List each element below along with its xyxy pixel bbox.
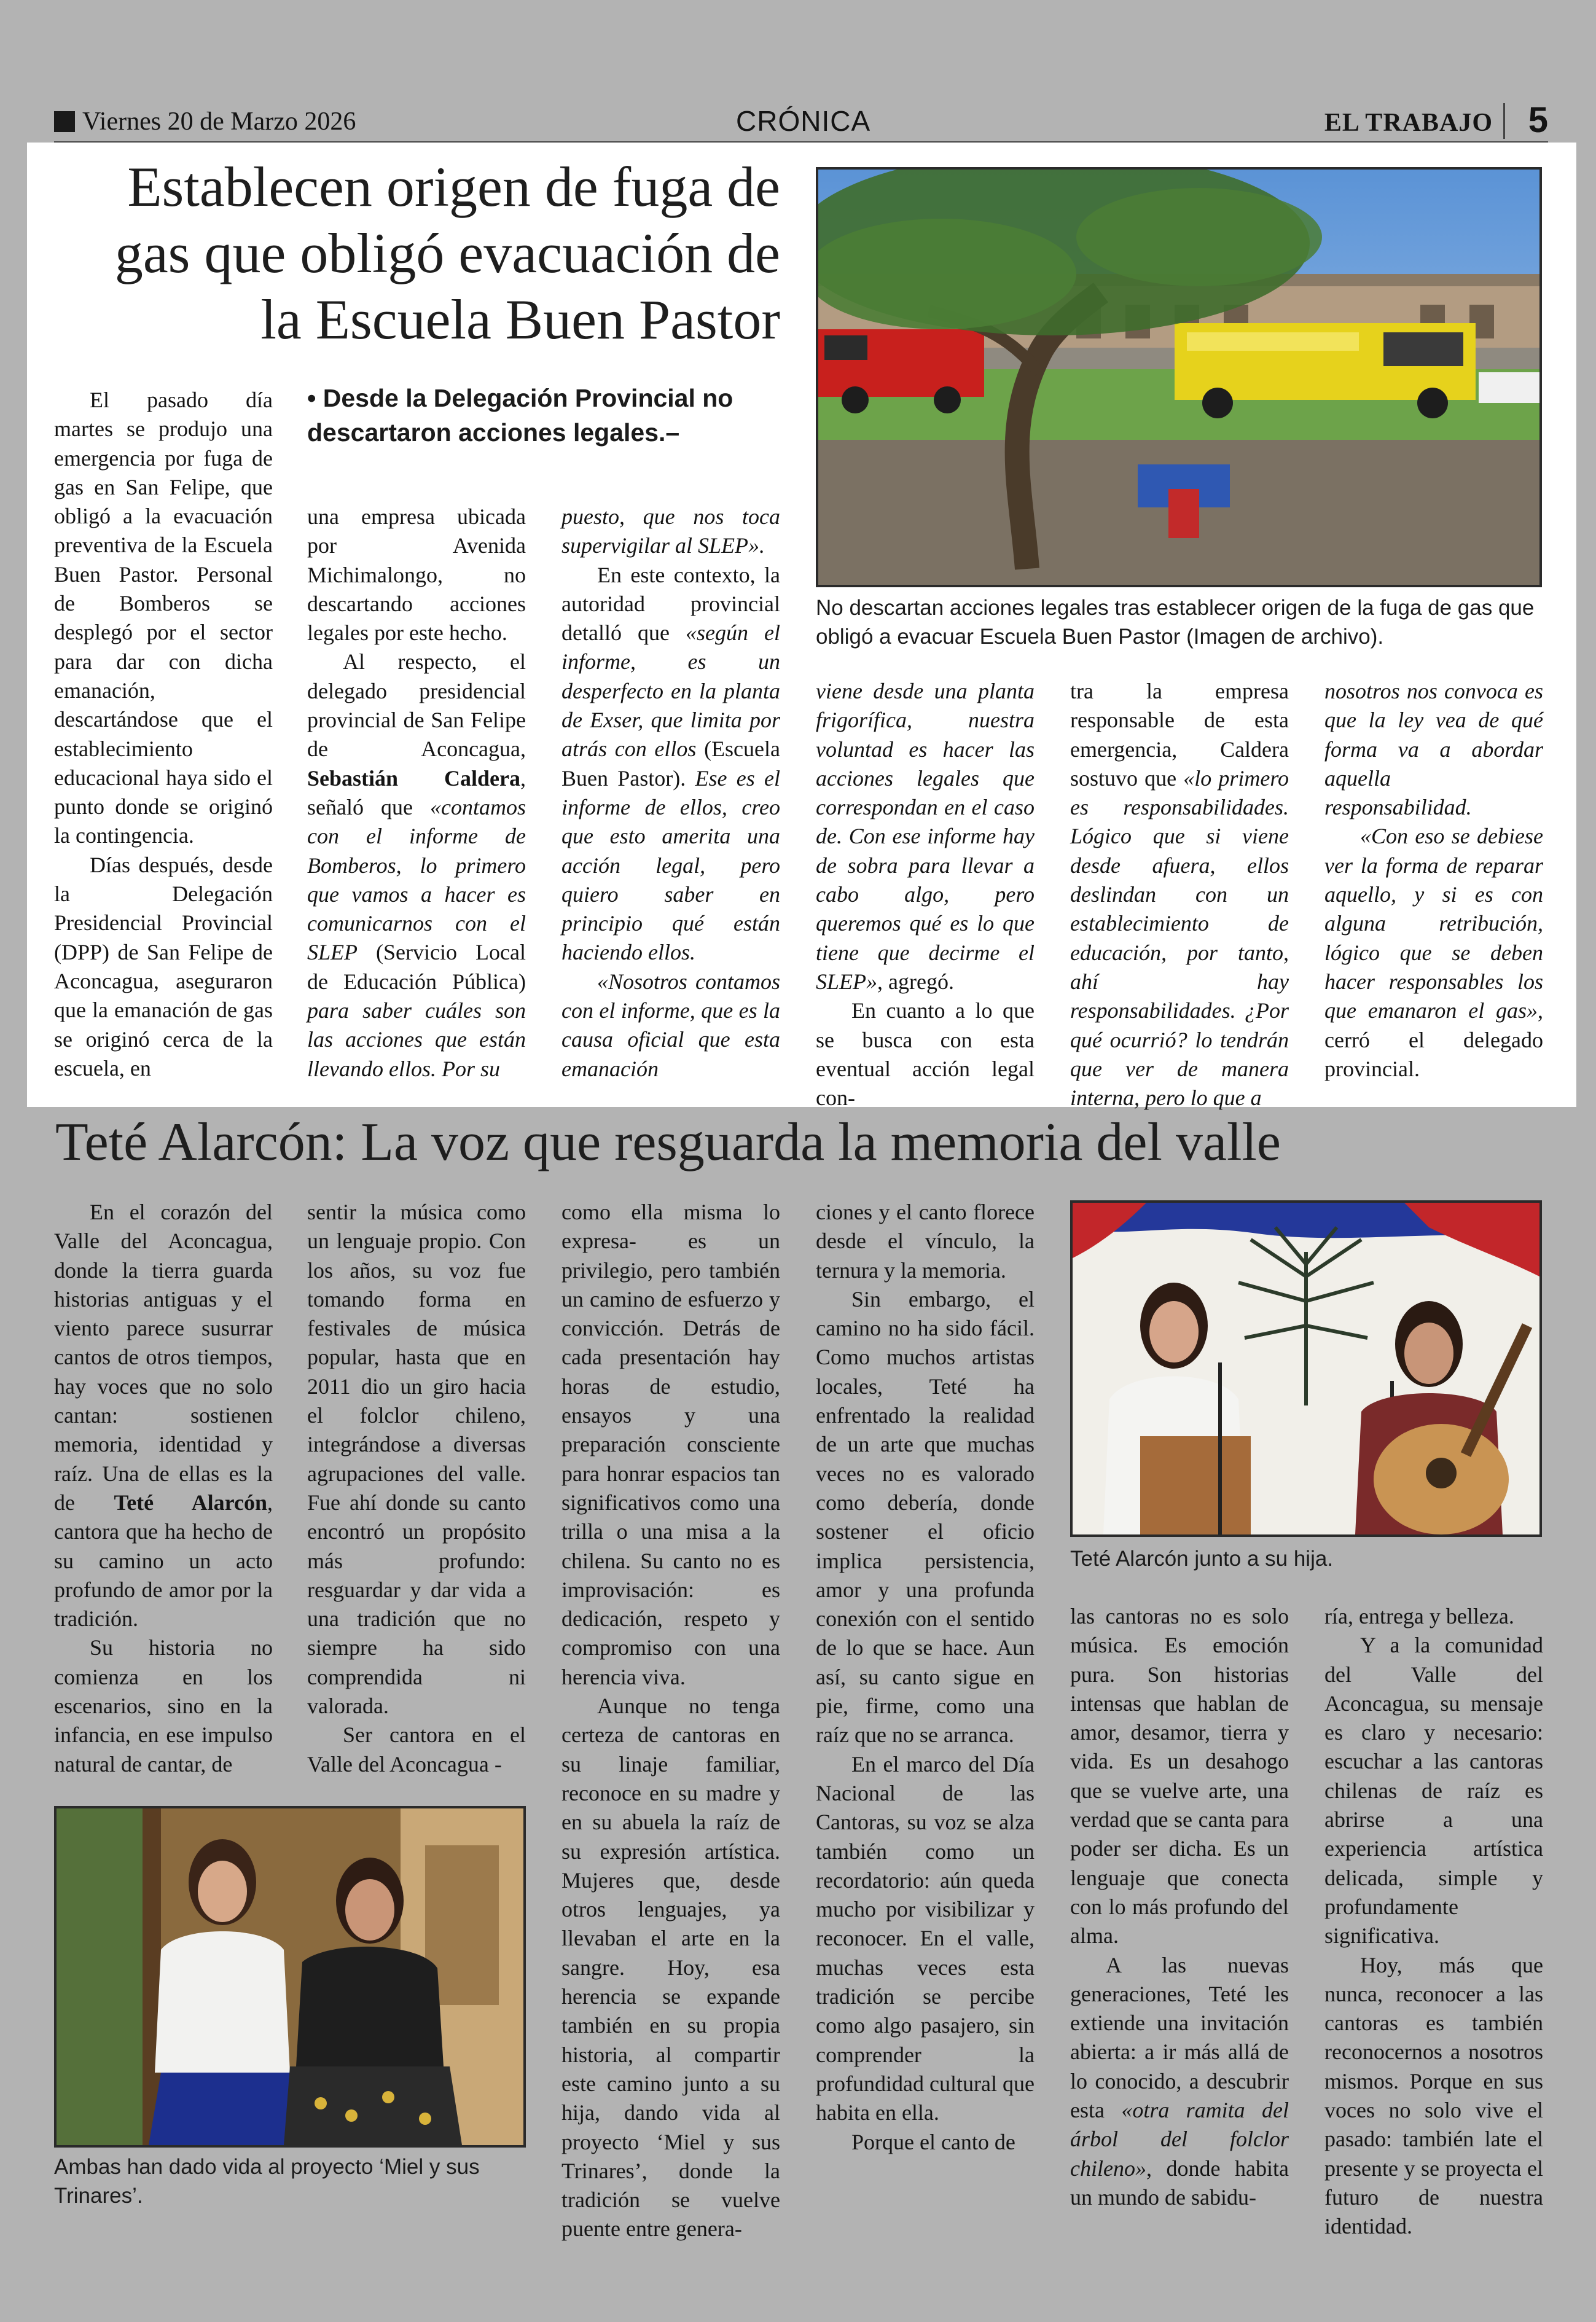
article2-column-6: ría, entrega y belleza. Y a la comunidad del Valle del Aconcagua, su mensaje es claro y necesario: escuchar a las cantoras chilenas de raíz es abrirse a una experiencia artística delicada, simple y profundamente significativa. Hoy, más que nunca, reconocer a las cantoras es también reconocernos a nosotros mismos. Porque en sus voces no solo vive el pasado: también late el presente y se proyecta el futuro de nuestra identidad. xyxy=(1324,1604,1543,2239)
page-header xyxy=(54,100,1548,143)
article1-kicker: • Desde la Delegación Provincial no descartaron acciones legales.– xyxy=(307,384,733,447)
square-bullet-icon xyxy=(54,111,75,132)
article2-photo-1 xyxy=(1070,1200,1542,1537)
singers-stage-photo-icon xyxy=(1073,1203,1539,1534)
article2-column-3: como ella misma lo expresa- es un privilegio, pero también un camino de esfuerzo y convicción. Detrás de cada presentación hay horas de estudio, ensayos y una preparación consciente para honrar espacios tan significativos como una trilla o una misa a la chilena. Su canto no es improvisación: es dedicación, respeto y compromiso con una herencia viva. Aunque no tenga certeza de cantoras en su linaje familiar, reconoce en su madre y en su abuela la raíz de su expresión artística. Mujeres que, desde otros lenguajes, ya llevaban el arte en la sangre. Hoy, esa herencia se expande también en su propia historia, al compartir este camino junto a su hija, dando vida al proyecto ‘Miel y sus Trinares’, donde la tradición se vuelve puente entre genera- xyxy=(561,1200,780,2242)
header-newspaper-name: EL TRABAJO xyxy=(1324,109,1493,137)
article2-column-1: En el corazón del Valle del Aconcagua, donde la tierra guarda historias antiguas y el viento parece susurrar cantos de otros tiempos, hay voces que no solo cantan: sostienen memoria, identidad y raíz. Una de ellas es la de Teté Alarcón, cantora que ha hecho de su camino un acto profundo de amor por la tradición. Su historia no comienza en los escenarios, sino en la infancia, en ese impulso natural de cantar, de xyxy=(54,1200,273,1777)
article1-column-4: viene desde una planta frigorífica, nuestra voluntad es hacer las acciones legales que correspondan en el caso de. Con ese informe hay de sobra para llevar a cabo algo, pero queremos qué es lo que tiene que decirme el SLEP», agregó. En cuanto a lo que se busca con esta eventual acción legal con- xyxy=(816,679,1035,1111)
article1-column-5: tra la empresa responsable de esta emergencia, Caldera sostuvo que «lo primero es responsabilidades. Lógico que si viene desde afuera, ellos deslindan con un establecimiento de educación, por tanto, ahí hay responsabilidades. ¿Por qué ocurrió? lo tendrán que ver de manera interna, pero lo que a xyxy=(1070,679,1289,1111)
fire-trucks-school-photo-icon xyxy=(818,170,1539,585)
article1-column-6: nosotros nos convoca es que la ley vea de qué forma va a abordar aquella responsabilidad. «Con eso se debiese ver la forma de reparar aquello, y si es con alguna retribución, lógico que se deben hacer responsables los que emanaron el gas», cerró el delegado provincial. xyxy=(1324,679,1543,1081)
article1-column-1: El pasado día martes se produjo una emergencia por fuga de gas en San Felipe, que obligó a la evacuación preventiva de la Escuela Buen Pastor. Personal de Bomberos se desplegó por el sector para dar con dicha emanación, descartándose que el establecimiento educacional haya sido el punto donde se originó la contingencia. Días después, desde la Delegación Presidencial Provincial (DPP) de San Felipe de Aconcagua, aseguraron que la emanación de gas se originó cerca de la escuela, en xyxy=(54,388,273,1081)
page-number: 5 xyxy=(1528,100,1548,140)
article2-photo-2 xyxy=(54,1806,526,2148)
header-section: CRÓNICA xyxy=(736,105,871,137)
article1-column-3: puesto, que nos toca supervigilar al SLEP». En este contexto, la autoridad provincial detalló que «según el informe, es un desperfecto en la planta de Exser, que limita por atrás con ellos (Escuela Buen Pastor). Ese es el informe de ellos, creo que esto amerita una acción legal, pero quiero saber en principio qué están haciendo ellos. «Nosotros contamos con el informe, que es la causa oficial que esta emanación xyxy=(561,504,780,1081)
article1-photo-caption: No descartan acciones legales tras establecer origen de la fuga de gas que obligó a evacuar Escuela Buen Pastor (Imagen de archivo). xyxy=(816,596,1535,649)
article1-photo xyxy=(816,167,1542,587)
article2-photo-1-caption: Teté Alarcón junto a su hija. xyxy=(1070,1547,1334,1571)
header-date: Viernes 20 de Marzo 2026 xyxy=(54,107,356,136)
mother-daughter-photo-icon xyxy=(57,1808,523,2145)
article2-headline: Teté Alarcón: La voz que resguarda la memoria del valle xyxy=(55,1112,1281,1172)
article1-headline: Establecen origen de fuga de gas que obligó evacuación de la Escuela Buen Pastor xyxy=(114,155,780,351)
article1-column-2: una empresa ubicada por Avenida Michimalongo, no descartando acciones legales por este hecho. Al respecto, el delegado presidencial provincial de San Felipe de Aconcagua, Sebastián Caldera, señaló que «contamos con el informe de Bomberos, lo primero que vamos a hacer es comunicarnos con el SLEP (Servicio Local de Educación Pública) para saber cuáles son las acciones que están llevando ellos. Por su xyxy=(307,504,526,1081)
header-divider xyxy=(1503,103,1505,139)
article2-column-4: ciones y el canto florece desde el vínculo, la ternura y la memoria. Sin embargo, el camino no ha sido fácil. Como muchos artistas locales, Teté ha enfrentado la realidad de un arte que muchas veces no es valorado como debería, donde sostener el oficio implica persistencia, amor y una profunda conexión con el sentido de lo que se hace. Aun así, su canto sigue en pie, firme, como una raíz que no se arranca. En el marco del Día Nacional de las Cantoras, su voz se alza también como un recordatorio: aún queda mucho por visibilizar y reconocer. En el valle, muchas veces esta tradición se percibe como algo pasajero, sin comprender la profundidad cultural que habita en ella. Porque el canto de xyxy=(816,1200,1035,2154)
article2-column-2: sentir la música como un lenguaje propio. Con los años, su voz fue tomando forma en festivales de música popular, hasta que en 2011 dio un giro hacia el folclor chileno, integrándose a diversas agrupaciones del valle. Fue ahí donde su canto encontró un propósito más profundo: resguardar y dar vida a una tradición que no siempre ha sido comprendida ni valorada. Ser cantora en el Valle del Aconcagua - xyxy=(307,1200,526,1777)
article2-photo-2-caption: Ambas han dado vida al proyecto ‘Miel y sus Trinares’. xyxy=(54,2155,480,2208)
article2-column-5: las cantoras no es solo música. Es emoción pura. Son historias intensas que hablan de amor, desamor, tierra y vida. Es un desahogo que se vuelve arte, una verdad que se canta para poder ser dicha. Es un lenguaje que conecta con lo más profundo del alma. A las nuevas generaciones, Teté les extiende una invitación abierta: a ir más allá de lo conocido, a descubrir esta «otra ramita del árbol del folclor chileno», donde habita un mundo de sabidu- xyxy=(1070,1604,1289,2210)
